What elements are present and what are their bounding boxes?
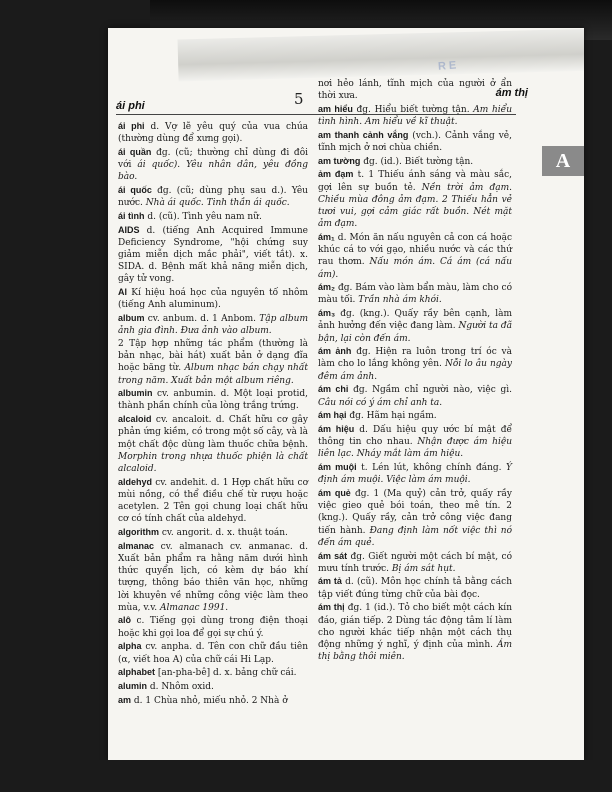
entry-headword: ảm đạm (318, 169, 354, 180)
entry-definition: đg. (cũ; dùng phụ sau d.). Yêu nước. (118, 186, 308, 209)
entry-example: Nhận được ám hiệu liên lạc. Nháy mắt làm ám hiệu. (318, 437, 512, 460)
entry-headword: ám₁ (318, 231, 335, 242)
entry-definition: cv. almanach cv. anmanac. d. Xuất bản phẩm ra hằng năm dưới hình thức quyển lịch, có kèm dự báo khí tượng, thông báo thiên văn học, những lời khuyên về những công việc làm theo mùa, v.v. (118, 541, 308, 613)
entry-headword: aldehyd (118, 476, 153, 487)
dictionary-entry (118, 146, 308, 184)
entry-headword: am (118, 694, 132, 705)
entry-headword: AIDS (118, 224, 140, 235)
entry-headword: ái phi (118, 121, 145, 131)
dictionary-entry (118, 526, 308, 539)
entry-definition: đg. (kng.). Quấy rầy bên cạnh, làm ảnh hưởng đến việc đang làm. (318, 309, 512, 332)
dictionary-entry (118, 680, 308, 693)
dictionary-entry (318, 345, 512, 383)
entry-headword: ám₂ (318, 282, 336, 293)
entry-definition: d. (cũ). Tình yêu nam nữ. (144, 211, 262, 222)
entry-headword: almanac (118, 540, 155, 551)
entry-definition: đg. Ngầm chỉ người nào, việc gì. (348, 385, 512, 396)
entry-headword: ám quẻ (318, 488, 351, 498)
entry-example: Câu nói có ý ám chỉ anh ta. (318, 397, 443, 408)
dictionary-entry (318, 550, 512, 575)
dictionary-entry (118, 338, 308, 387)
entry-headword: alô (118, 615, 132, 626)
entry-headword: algorithm (118, 527, 160, 537)
entry-definition: d. Dấu hiệu quy ước bí mật để thông tin cho nhau. (318, 424, 513, 448)
entry-headword: album (118, 313, 145, 324)
entry-headword: ám hại (318, 410, 347, 421)
entry-example: Ám thị bằng thôi miên. (318, 639, 512, 663)
dictionary-entry (318, 409, 512, 422)
entry-definition: đg. Giết người một cách bí mật, có mưu tính trước. (318, 551, 512, 574)
entry-headword: ám thị (318, 602, 345, 613)
dictionary-entry (118, 640, 308, 665)
entry-definition: đg. Hãm hại ngầm. (346, 411, 437, 422)
entry-headword: ái quốc (118, 185, 152, 196)
dictionary-entry (318, 155, 512, 168)
dictionary-entry (318, 461, 512, 486)
entry-definition: 2 Tập hợp những tác phẩm (thường là bản nhạc, bài hát) xuất bản ở dạng đĩa hoặc băng từ. (118, 338, 308, 374)
entry-example: Album nhạc bán chạy nhất trong năm. Xuất bản một album riêng. (118, 363, 308, 386)
entry-headword: ái quần (118, 146, 152, 157)
header-right-guide-word: ám thị (495, 87, 528, 99)
entry-example: Ý định ám muội. Việc làm ám muội. (318, 463, 512, 486)
entry-example: Nhà ái quốc. Tinh thần ái quốc. (145, 198, 290, 209)
dictionary-entry (118, 540, 308, 614)
entry-definition: đg. 1 (id.). Tỏ cho biết một cách kín đáo, gián tiếp. 2 Dùng tác động tâm lí làm cho người khác tiếp nhận một cách thụ động những ý nghĩ, ý định của mình. (318, 603, 512, 650)
dictionary-entry (118, 476, 308, 526)
dictionary-entry (318, 423, 512, 461)
paper-fold (178, 29, 584, 82)
entry-definition: đg. Hiện ra luôn trong trí óc và làm cho lo lắng không yên. (318, 347, 512, 370)
entry-example: Bị ám sát hụt. (391, 563, 456, 574)
entry-example: Tập album ảnh gia đình. Đưa ảnh vào album. (118, 314, 308, 337)
dictionary-entry (318, 601, 512, 663)
entry-headword: alcaloid (118, 414, 152, 425)
entry-definition: đg. (cũ; thường chỉ dùng đi đôi với (118, 147, 308, 171)
entry-definition: d. Nhôm oxid. (147, 681, 214, 692)
dictionary-entry (318, 78, 512, 102)
entry-example: Người ta đã bận, lại còn đến ám. (318, 321, 513, 344)
entry-definition: cv. anbum. d. 1 Anbom. (144, 314, 260, 325)
entry-example: Đang định làm nốt việc thì nó đến ám quẻ. (318, 525, 512, 548)
entry-definition: Kí hiệu hoá học của nguyên tố nhôm (tiếng Anh aluminum). (118, 288, 308, 311)
entry-definition: d. Món ăn nấu nguyên cả con cá hoặc khúc cá to với gạo, nhiều nước và các thứ rau thơm. (318, 232, 512, 268)
entry-example: ái quốc). Yêu nhân dân, yêu đồng bào. (118, 160, 308, 183)
entry-definition: nơi hẻo lánh, tĩnh mịch của người ở ẩn thời xưa. (318, 79, 512, 102)
dictionary-entry (318, 129, 512, 154)
dictionary-entry (118, 614, 308, 639)
entry-definition: d. (cũ). Môn học chính tả bằng cách tập viết đúng từng chữ của bài đọc. (318, 577, 512, 600)
entry-headword: ám muội (318, 462, 357, 473)
entry-definition: cv. angorit. d. x. thuật toán. (159, 528, 288, 538)
entry-headword: Al (118, 287, 127, 298)
entry-headword: ám ảnh (318, 346, 352, 357)
entry-example: Nỗi lo âu ngày đêm ám ảnh. (318, 359, 513, 382)
dictionary-entry (118, 666, 308, 679)
entry-definition: d. (tiếng Anh Acquired Immune Deficiency Syndrome, "hội chứng suy giảm miễn dịch mắc phải", viết tắt). x. SIDA. d. Bệnh mất khả năng miễn dịch, gây tử vong. (118, 225, 308, 285)
dictionary-entry (318, 231, 512, 281)
entry-headword: alpha (118, 641, 142, 652)
entry-headword: ám hiệu (318, 423, 355, 434)
entry-headword: alumin (118, 680, 148, 691)
left-column (118, 120, 308, 707)
dictionary-entry (118, 184, 308, 209)
entry-definition: t. Lén lút, không chính đáng. (356, 463, 507, 474)
dictionary-entry (318, 103, 512, 128)
entry-definition: d. Vợ lẽ yêu quý của vua chúa (thường dùng để xưng gọi). (118, 122, 308, 145)
entry-headword: ám tả (318, 576, 342, 587)
dictionary-entry (318, 383, 512, 408)
entry-definition: đg. (id.). Biết tường tận. (360, 156, 474, 167)
entry-definition: cv. ancaloit. d. Chất hữu cơ gây phản ứng kiềm, có trong một số cây, và là một chất độc dùng làm thuốc chữa bệnh. (118, 415, 308, 450)
entry-headword: ám₃ (318, 308, 336, 319)
entry-headword: am thanh cảnh vắng (318, 129, 409, 140)
entry-definition: d. 1 Chùa nhỏ, miếu nhỏ. 2 Nhà ở (131, 695, 288, 706)
entry-headword: alphabet (118, 667, 156, 678)
entry-definition: cv. anbumin. d. Một loại protid, thành phần chính của lòng trắng trứng. (118, 389, 308, 412)
dictionary-entry (318, 575, 512, 600)
entry-example: Morphin trong nhựa thuốc phiện là chất alcaloid. (118, 451, 308, 474)
entry-example: Almanac 1991. (160, 602, 229, 613)
entry-definition: đg. Hiểu biết tường tận. (352, 104, 474, 115)
dictionary-entry (118, 387, 308, 412)
page-number: 5 (294, 90, 304, 108)
dictionary-entry (118, 210, 308, 223)
entry-example: Nấu món ám. Cá ám (cá nấu ám). (318, 257, 512, 280)
dictionary-entry (318, 307, 512, 345)
entry-example: Am hiểu tình hình. Am hiểu về kĩ thuật. (318, 104, 512, 128)
dictionary-entry (118, 224, 308, 286)
fold-text: RE (437, 59, 460, 73)
entry-headword: ám chỉ (318, 384, 349, 395)
dictionary-entry (118, 413, 308, 475)
entry-definition: đg. 1 (Ma quỷ) cản trở, quấy rầy việc gieo quẻ bói toán, theo mê tín. 2 (kng.). Quấy rầy, cản trở công việc đang tiến hành. (318, 489, 513, 536)
dictionary-page (108, 28, 584, 760)
dictionary-entry (118, 286, 308, 311)
dictionary-entry (318, 168, 512, 230)
entry-definition: c. Tiếng gọi dùng trong điện thoại hoặc khi gọi loa để gọi sự chú ý. (118, 616, 308, 639)
entry-definition: cv. andehit. d. 1 Hợp chất hữu cơ mùi nồng, có thể điều chế từ rượu hoặc acetylen. 2 Tên gọi chung loại chất hữu cơ có tính chất của aldehyd. (118, 477, 308, 525)
entry-headword: am tường (318, 155, 361, 166)
dictionary-entry (318, 281, 512, 306)
letter-tab: A (542, 146, 584, 176)
dictionary-entry (118, 694, 308, 707)
entry-definition: đg. Bám vào làm bẩn màu, làm cho có màu tối. (318, 283, 512, 306)
entry-headword: ái tình (118, 210, 145, 221)
right-column (318, 78, 512, 664)
entry-definition: [an-pha-bê] d. x. bảng chữ cái. (155, 668, 297, 679)
entry-headword: am hiểu (318, 103, 353, 114)
entry-definition: (vch.). Cảnh vắng vẻ, tĩnh mịch ở nơi chùa chiền. (318, 130, 512, 154)
scan-bottom-edge (0, 760, 612, 792)
header-left-guide-word: ái phi (116, 100, 145, 112)
entry-definition: t. 1 Thiếu ánh sáng và màu sắc, gợi lên sự buồn tẻ. (318, 170, 512, 193)
entry-example: Trần nhà ám khói. (358, 295, 442, 306)
entry-example: Nền trời ảm đạm. Chiều mùa đông ảm đạm. 2 Thiếu hẳn vẻ tươi vui, gợi cảm giác rất buồn. Nét mặt ảm đạm. (318, 182, 512, 230)
dictionary-entry (118, 120, 308, 145)
entry-definition: cv. anpha. d. Tên con chữ đầu tiên (α, viết hoa A) của chữ cái Hi Lạp. (118, 642, 308, 665)
dictionary-entry (318, 487, 512, 549)
entry-headword: ám sát (318, 550, 348, 561)
dictionary-entry (118, 312, 308, 337)
entry-headword: albumin (118, 388, 153, 399)
